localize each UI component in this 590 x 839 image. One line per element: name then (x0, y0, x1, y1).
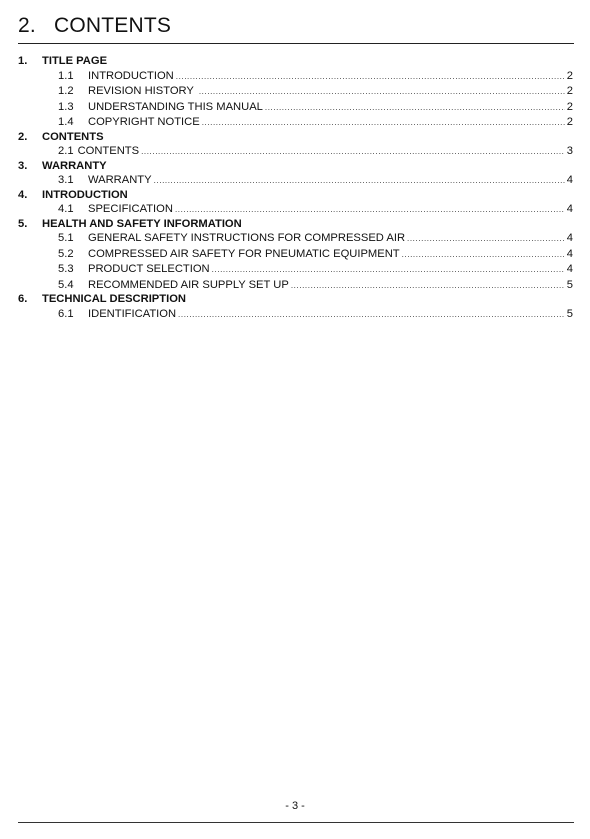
dot-leader (291, 278, 565, 294)
section-heading[interactable] (18, 218, 573, 232)
dot-leader (175, 202, 565, 218)
dot-leader (199, 84, 565, 100)
section-number: 4. (18, 188, 28, 201)
page-number: - 3 - (285, 800, 305, 812)
toc-section-technical-description (18, 293, 573, 322)
section-heading[interactable] (18, 131, 573, 145)
dot-leader (402, 247, 565, 263)
entry-number: 2.1 (58, 145, 74, 157)
section-heading[interactable] (18, 189, 573, 203)
toc-entry[interactable] (18, 115, 573, 131)
entry-title: COMPRESSED AIR SAFETY FOR PNEUMATIC EQUIPMENT (88, 247, 400, 260)
entry-title: INTRODUCTION (88, 69, 174, 82)
toc-section-warranty (18, 160, 573, 189)
dot-leader (212, 262, 565, 278)
entry-page-number: 4 (566, 203, 573, 215)
entry-page-number: 2 (566, 116, 573, 128)
toc-entry[interactable] (18, 173, 573, 189)
entry-number: 4.1 (58, 203, 74, 215)
section-title: HEALTH AND SAFETY INFORMATION (42, 217, 242, 230)
dot-leader (176, 69, 565, 85)
toc-entry[interactable] (18, 247, 573, 263)
section-number: 3. (18, 159, 28, 172)
toc-entry[interactable] (18, 100, 573, 116)
entry-page-number: 2 (566, 69, 573, 82)
entry-title: COPYRIGHT NOTICE (88, 116, 200, 128)
entry-page-number: 3 (566, 145, 573, 157)
toc-entry[interactable] (18, 69, 573, 85)
section-heading[interactable] (18, 160, 573, 174)
entry-title: CONTENTS (77, 145, 140, 157)
entry-title: IDENTIFICATION (88, 307, 177, 320)
entry-page-number: 4 (566, 247, 573, 260)
toc-section-health-safety (18, 218, 573, 294)
entry-page-number: 4 (566, 232, 573, 244)
footer-divider (18, 822, 574, 823)
entry-number: 5.1 (58, 232, 74, 244)
toc-entry[interactable] (18, 84, 573, 100)
dot-leader (141, 144, 565, 160)
entry-page-number: 5 (566, 278, 573, 291)
section-number: 5. (18, 217, 28, 230)
entry-title: WARRANTY (88, 174, 152, 186)
dot-leader (154, 173, 565, 189)
entry-title: SPECIFICATION (88, 203, 173, 215)
section-number: 1. (18, 55, 28, 67)
toc-entry[interactable] (18, 307, 573, 323)
entry-number: 1.4 (58, 116, 74, 128)
dot-leader (407, 231, 565, 247)
entry-page-number: 5 (566, 307, 573, 320)
entry-number: 6.1 (58, 307, 74, 320)
entry-page-number: 4 (566, 174, 573, 186)
entry-page-number: 4 (566, 263, 573, 275)
page-title: 2. CONTENTS (18, 14, 172, 37)
toc-entry[interactable] (18, 144, 573, 160)
section-title: INTRODUCTION (42, 188, 128, 201)
entry-title: GENERAL SAFETY INSTRUCTIONS FOR COMPRESSED AIR (88, 232, 406, 244)
dot-leader (178, 307, 565, 323)
section-heading[interactable] (18, 293, 573, 307)
dot-leader (202, 115, 565, 131)
toc-section-title-page (18, 55, 573, 131)
section-title: WARRANTY (42, 159, 107, 172)
entry-number: 1.2 (58, 85, 74, 97)
toc-entry[interactable] (18, 278, 573, 294)
section-heading[interactable] (18, 55, 573, 69)
section-number: 2. (18, 130, 28, 143)
entry-page-number: 2 (566, 100, 573, 113)
section-title: CONTENTS (42, 130, 104, 143)
toc-section-introduction (18, 189, 573, 218)
section-title: TECHNICAL DESCRIPTION (42, 293, 186, 305)
entry-number: 5.3 (58, 263, 74, 275)
toc-entry[interactable] (18, 262, 573, 278)
entry-title: UNDERSTANDING THIS MANUAL (88, 100, 263, 113)
entry-title: REVISION HISTORY (88, 85, 197, 97)
entry-number: 1.3 (58, 100, 74, 113)
entry-number: 3.1 (58, 174, 74, 186)
toc-entry[interactable] (18, 231, 573, 247)
section-title: TITLE PAGE (42, 55, 108, 67)
entry-page-number: 2 (566, 85, 573, 97)
table-of-contents (18, 55, 573, 322)
entry-number: 5.2 (58, 247, 74, 260)
toc-entry[interactable] (18, 202, 573, 218)
entry-number: 5.4 (58, 278, 74, 291)
heading-divider (18, 43, 574, 44)
section-number: 6. (18, 293, 28, 305)
dot-leader (265, 100, 565, 116)
entry-title: PRODUCT SELECTION (88, 263, 210, 275)
entry-number: 1.1 (58, 69, 74, 82)
entry-title: RECOMMENDED AIR SUPPLY SET UP (88, 278, 289, 291)
toc-section-contents (18, 131, 573, 160)
